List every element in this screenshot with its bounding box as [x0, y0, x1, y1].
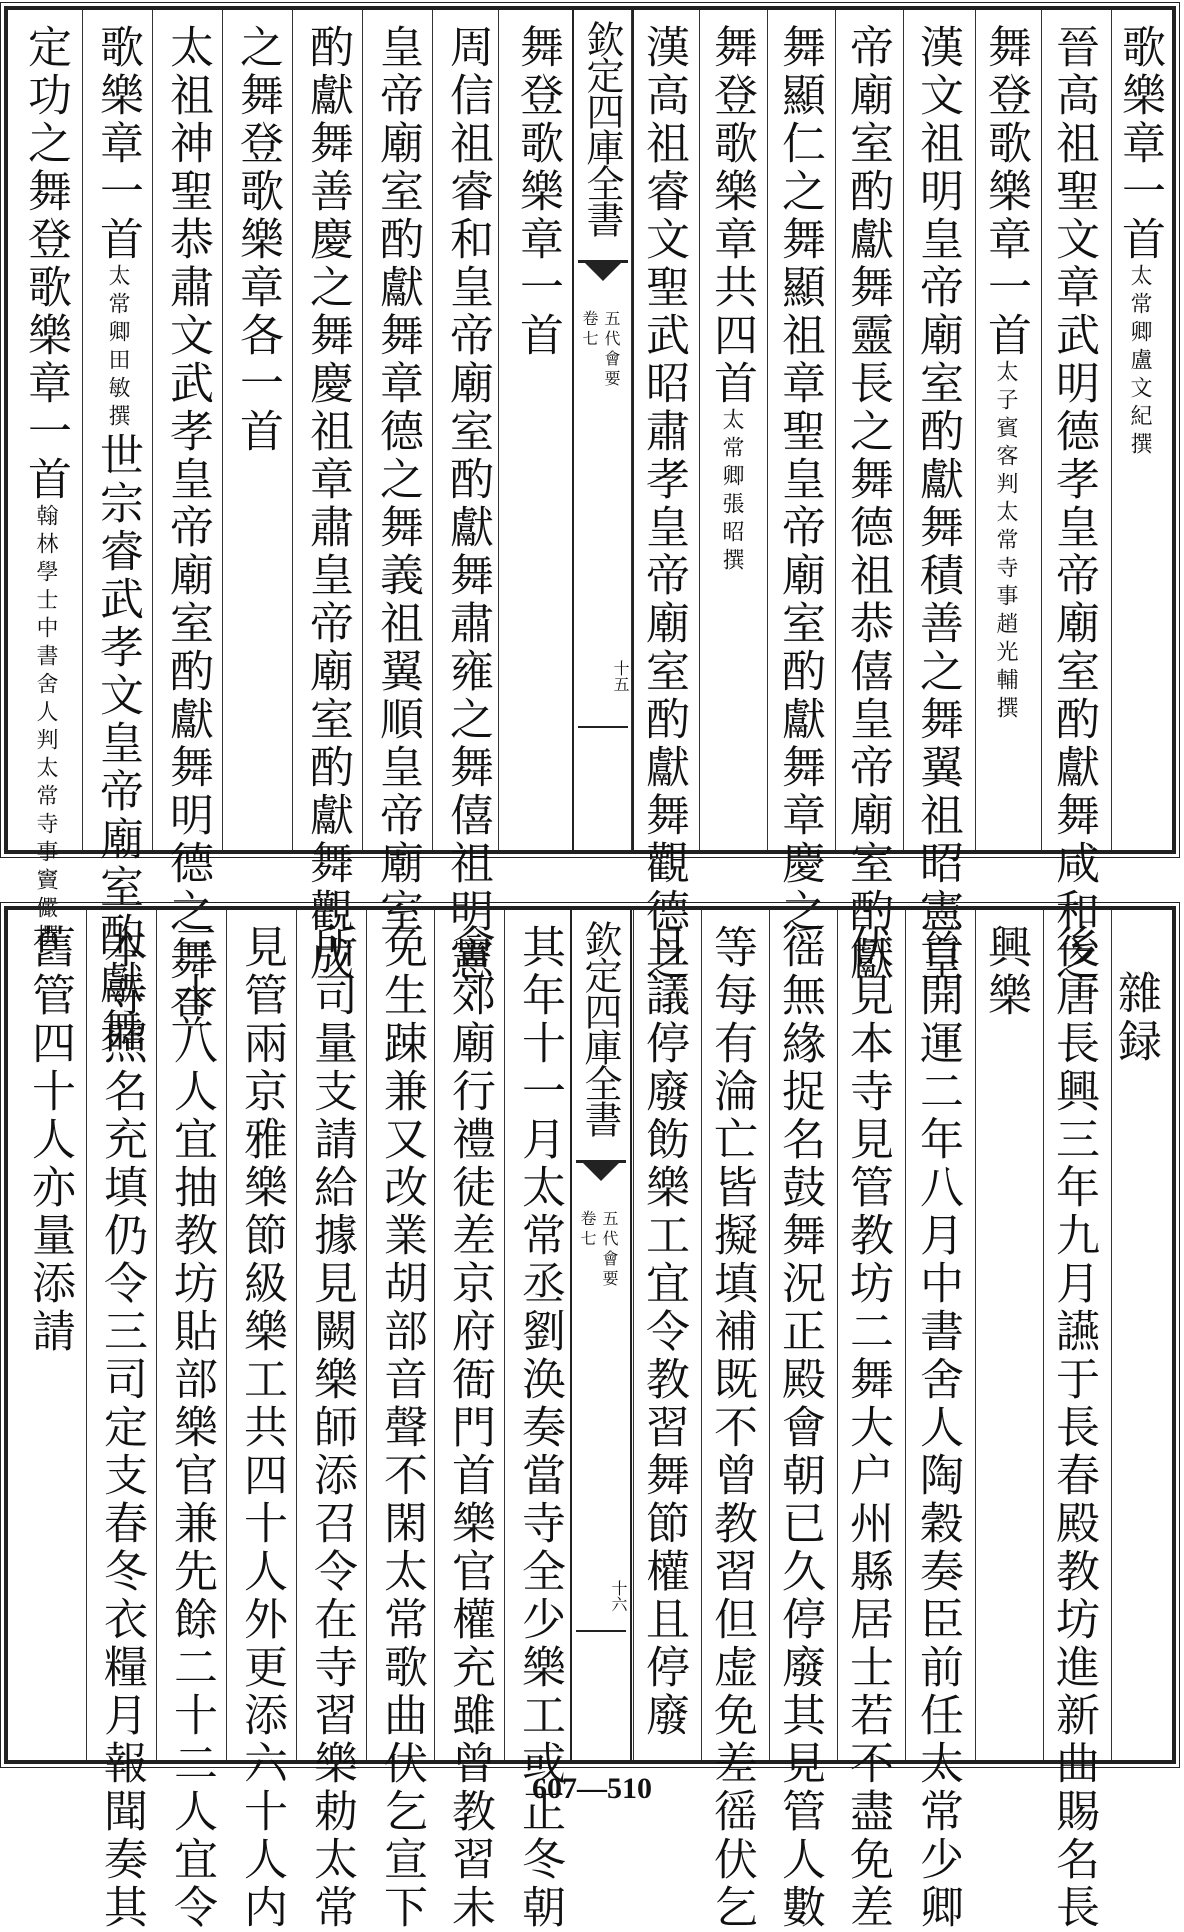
column-rule [152, 10, 153, 850]
text-column: 晉高祖聖文章武明德孝皇帝廟室酌獻舞咸和之 [1048, 24, 1099, 984]
fish-tail-mark [578, 260, 628, 287]
text-column: 會郊廟行禮徒差京府衙門首樂官權充雖曾教習未 [444, 924, 495, 1932]
text-column: 見管兩京雅樂節級樂工共四十人外更添六十人内 [236, 924, 287, 1932]
text-column: 酌獻舞善慶之舞慶祖章肅皇帝廟室酌獻舞觀成 [302, 24, 353, 984]
text-column: 之舞登歌樂章各一首 [232, 24, 283, 456]
center-margin [572, 10, 634, 850]
margin-volume: 卷七 [578, 1210, 597, 1250]
text-column: 晉開運二年八月中書舍人陶穀奏臣前任太常少卿 [912, 924, 963, 1932]
column-rule [905, 910, 906, 1760]
text-column: 舞登歌樂章共四首太常卿張昭撰 [706, 24, 757, 576]
column-rule [767, 10, 768, 850]
text-column: 三十八人宜抽教坊貼部樂官兼先餘二十二人宜令 [166, 924, 217, 1932]
column-rule [432, 10, 433, 850]
text-column: 漢高祖睿文聖武昭肅孝皇帝廟室酌獻舞觀德之 [638, 24, 689, 984]
column-rule [82, 10, 83, 850]
text-column: 舞登歌樂章一首 [512, 24, 563, 360]
text-column: 歌樂章一首太常卿盧文紀撰 [1114, 24, 1165, 460]
text-column: 舞登歌樂章一首太子賓客判太常寺事趙光輔撰 [980, 24, 1031, 724]
margin-book: 五代會要 [600, 1210, 619, 1290]
column-rule [226, 910, 227, 1760]
text-column: 後唐長興三年九月讌于長春殿教坊進新曲賜名長 [1048, 924, 1099, 1932]
text-column: 等每有淪亡皆擬填補既不曾教習但虚免差徭伏乞 [706, 924, 757, 1932]
column-rule [835, 10, 836, 850]
column-rule [699, 10, 700, 850]
text-column: 徭無緣捉名鼓舞況正殿會朝已久停廢其見管人數 [774, 924, 825, 1932]
margin-bottom-line [578, 726, 628, 728]
text-column: 太祖神聖恭肅文武孝皇帝廟室酌獻舞明德之舞登 [162, 24, 213, 1032]
column-rule [156, 910, 157, 1760]
margin-page-number: 十六 [609, 1580, 628, 1612]
column-rule [296, 910, 297, 1760]
text-column: 本寺照名充填仍令三司定支春冬衣糧月報聞奏其 [96, 924, 147, 1932]
text-column: 所司量支請給據見闕樂師添召令在寺習樂勅太常 [306, 924, 357, 1932]
margin-page-number: 十五 [611, 660, 630, 692]
column-rule [1041, 10, 1042, 850]
text-column: 皇帝廟室酌獻舞章德之舞義祖翼順皇帝廟室 [372, 24, 423, 936]
text-column: 其年十一月太常丞劉涣奏當寺全少樂工或正冬朝 [514, 924, 565, 1932]
margin-title: 欽定四庫全書 [578, 920, 622, 1136]
text-column: 定功之舞登歌樂章一首翰林學士中書舍人判太常寺事竇儼撰 [20, 24, 71, 952]
section-heading: 雜録 [1110, 970, 1161, 1066]
text-column: 周信祖睿和皇帝廟室酌獻舞肅雍之舞僖祖明憲 [442, 24, 493, 984]
text-column: 舊管四十人亦量添請 [24, 924, 75, 1356]
text-column: 歌樂章一首太常卿田敏撰世宗睿武孝文皇帝廟室酌獻舞 [92, 24, 143, 1056]
text-column: 漢文祖明皇帝廟室酌獻舞積善之舞翼祖昭憲皇 [912, 24, 963, 984]
margin-volume: 卷七 [580, 310, 599, 350]
column-rule [366, 910, 367, 1760]
column-rule [504, 910, 505, 1760]
text-column: 舞顯仁之舞顯祖章聖皇帝廟室酌獻舞章慶之 [774, 24, 825, 936]
column-rule [362, 10, 363, 850]
margin-bottom-line [576, 1630, 626, 1632]
column-rule [292, 10, 293, 850]
column-rule [86, 910, 87, 1760]
margin-title: 欽定四庫全書 [580, 20, 624, 236]
text-column: 伏見本寺見管教坊二舞大户州縣居士若不盡免差 [842, 924, 893, 1932]
text-column: 免生踈兼又改業胡部音聲不閑太常歌曲伏乞宣下 [376, 924, 427, 1932]
text-column: 帝廟室酌獻舞靈長之舞德祖恭僖皇帝廟室酌獻 [842, 24, 893, 984]
margin-book: 五代會要 [602, 310, 621, 390]
column-rule [903, 10, 904, 850]
column-rule [222, 10, 223, 850]
column-rule [498, 10, 499, 850]
fish-tail-mark [576, 1160, 626, 1187]
column-rule [434, 910, 435, 1760]
text-column: 興樂 [980, 924, 1031, 1020]
page-code: 607—510 [532, 1772, 652, 1805]
text-column: 且議停廢飭樂工宜令教習舞節權且停廢 [638, 924, 689, 1740]
center-margin [570, 910, 632, 1760]
